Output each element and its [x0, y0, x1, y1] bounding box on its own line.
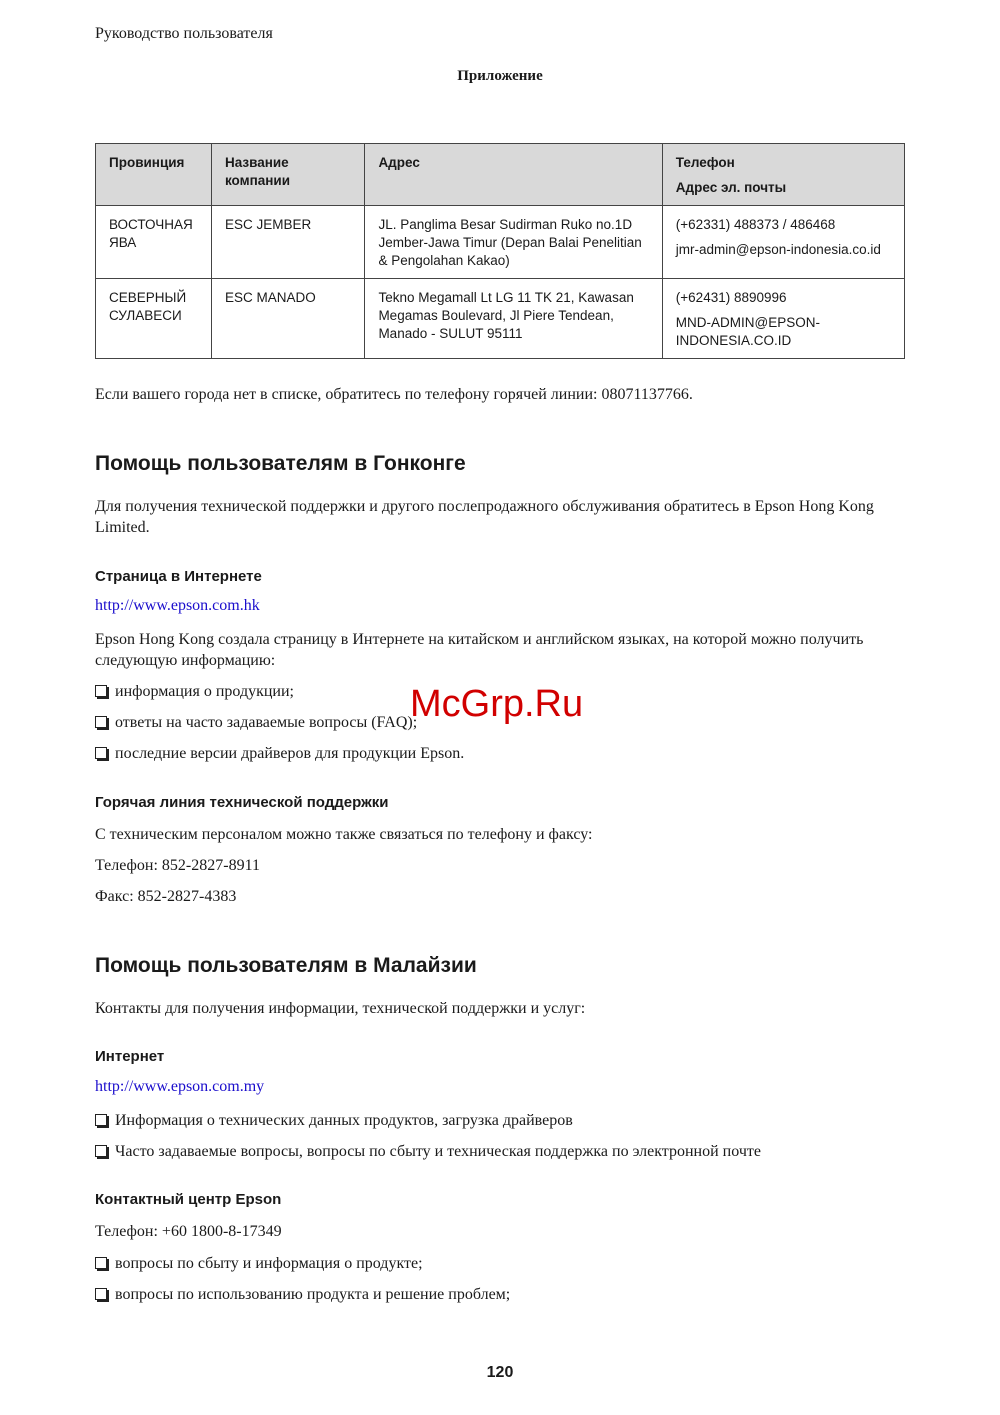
header-company: Название компании	[211, 144, 364, 206]
table-header-row	[96, 144, 905, 206]
cell-company: ESC MANADO	[211, 279, 364, 359]
malaysia-heading: Помощь пользователям в Малайзии	[95, 954, 477, 977]
hongkong-intro: Для получения технической поддержки и другого послепродажного обслуживания обратитесь в Epson Hong Kong Limited.	[95, 498, 874, 536]
hongkong-web-text: Epson Hong Kong создала страницу в Интернете на китайском и английском языках, на которой можно получить следующую информацию:	[95, 631, 864, 669]
header-contact	[662, 144, 904, 206]
cell-province: СЕВЕРНЫЙ СУЛАВЕСИ	[96, 279, 212, 359]
malaysia-intro: Контакты для получения информации, технической поддержки и услуг:	[95, 1000, 586, 1017]
hotline-note: Если вашего города нет в списке, обратитесь по телефону горячей линии: 08071137766.	[95, 386, 693, 403]
checkbox-bullet-icon	[95, 1257, 107, 1269]
malaysia-internet-heading: Интернет	[95, 1048, 165, 1065]
hongkong-hotline-text: С техническим персоналом можно также связаться по телефону и факсу:	[95, 826, 593, 843]
header-address: Адрес	[365, 144, 662, 206]
checkbox-bullet-icon	[95, 1145, 107, 1157]
hongkong-phone: Телефон: 852-2827-8911	[95, 857, 260, 874]
list-item: Часто задаваемые вопросы, вопросы по сбыту и техническая поддержка по электронной почте	[95, 1141, 761, 1162]
contacts-table	[95, 143, 905, 359]
list-item: последние версии драйверов для продукции Epson.	[95, 743, 464, 764]
cell-company: ESC JEMBER	[211, 206, 364, 279]
page-number: 120	[486, 1364, 514, 1381]
hongkong-heading: Помощь пользователям в Гонконге	[95, 452, 466, 475]
table-row	[96, 206, 905, 279]
list-item: ответы на часто задаваемые вопросы (FAQ);	[95, 712, 417, 733]
cell-phone: (+62431) 8890996	[675, 290, 787, 305]
hongkong-hotline-heading: Горячая линия технической поддержки	[95, 794, 389, 811]
checkbox-bullet-icon	[95, 1288, 107, 1300]
list-item: вопросы по использованию продукта и решение проблем;	[95, 1284, 510, 1305]
checkbox-bullet-icon	[95, 685, 107, 697]
hongkong-web-heading: Страница в Интернете	[95, 568, 262, 585]
header-email: Адрес эл. почты	[675, 180, 787, 195]
malaysia-internet-link[interactable]: http://www.epson.com.my	[95, 1078, 265, 1095]
malaysia-contact-phone: Телефон: +60 1800-8-17349	[95, 1223, 282, 1240]
cell-email: jmr-admin@epson-indonesia.co.id	[675, 242, 881, 257]
cell-contact	[662, 279, 904, 359]
list-item: Информация о технических данных продуктов, загрузка драйверов	[95, 1110, 573, 1131]
hongkong-fax: Факс: 852-2827-4383	[95, 888, 237, 905]
cell-email: MND-ADMIN@EPSON-INDONESIA.CO.ID	[675, 315, 820, 348]
cell-province: ВОСТОЧНАЯ ЯВА	[96, 206, 212, 279]
list-item: информация о продукции;	[95, 681, 294, 702]
checkbox-bullet-icon	[95, 716, 107, 728]
hongkong-web-link[interactable]: http://www.epson.com.hk	[95, 597, 260, 614]
checkbox-bullet-icon	[95, 747, 107, 759]
cell-address: Tekno Megamall Lt LG 11 TK 21, Kawasan Megamas Boulevard, Jl Piere Tendean, Manado - SULUT 95111	[365, 279, 662, 359]
list-item: вопросы по сбыту и информация о продукте;	[95, 1253, 423, 1274]
table-row	[96, 279, 905, 359]
watermark: McGrp.Ru	[410, 683, 584, 725]
section-title: Приложение	[457, 68, 543, 84]
malaysia-contact-heading: Контактный центр Epson	[95, 1191, 282, 1208]
document-title: Руководство пользователя	[95, 25, 273, 42]
checkbox-bullet-icon	[95, 1114, 107, 1126]
cell-phone: (+62331) 488373 / 486468	[675, 217, 836, 232]
cell-contact	[662, 206, 904, 279]
header-province: Провинция	[96, 144, 212, 206]
cell-address: JL. Panglima Besar Sudirman Ruko no.1D Jember-Jawa Timur (Depan Balai Penelitian & Pengolahan Kakao)	[365, 206, 662, 279]
header-phone: Телефон	[675, 155, 735, 170]
